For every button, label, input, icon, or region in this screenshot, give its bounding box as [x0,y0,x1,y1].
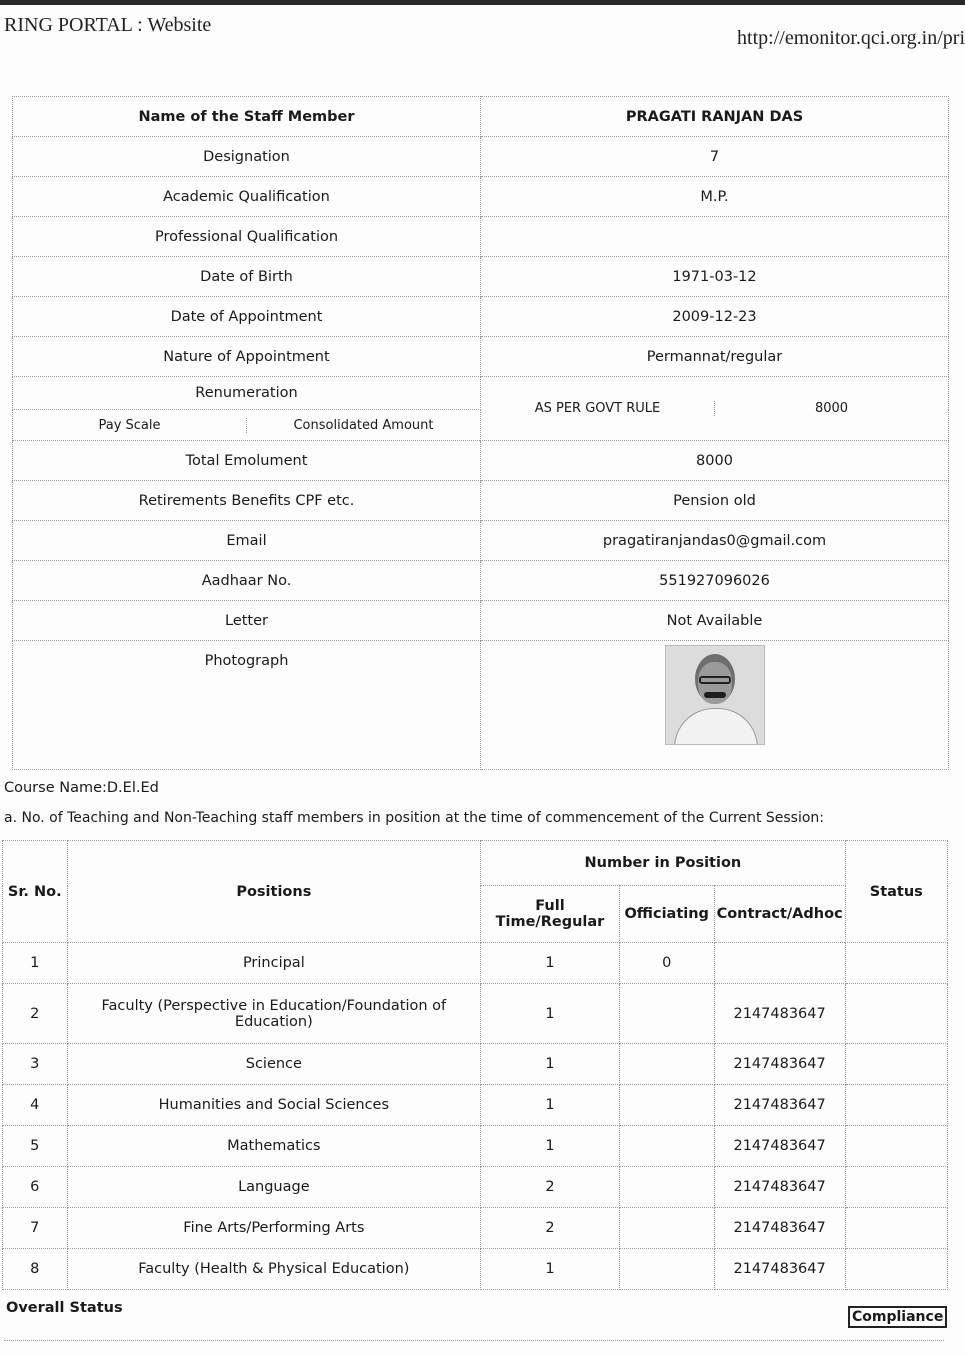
photograph-label: Photograph [13,641,481,770]
position-cell: Faculty (Health & Physical Education) [67,1249,481,1290]
sr-no-cell: 6 [3,1167,68,1208]
sr-no-cell: 5 [3,1126,68,1167]
table-row [3,1249,948,1290]
officiating-header: Officiating [619,886,714,943]
contract-cell: 2147483647 [714,1044,845,1085]
table-row [13,297,949,337]
renumeration-values-grid [481,401,948,416]
field-value: 8000 [481,441,949,481]
sr-no-cell: 8 [3,1249,68,1290]
status-cell [845,1126,947,1167]
table-row [3,1126,948,1167]
field-value: 7 [481,137,949,177]
table-row [3,1085,948,1126]
pay-scale-label: Pay Scale [13,418,247,433]
field-label: Email [13,521,481,561]
officiating-cell [619,1044,714,1085]
course-name: Course Name:D.El.Ed [4,780,159,796]
staff-name-value: PRAGATI RANJAN DAS [481,97,949,137]
field-value: Not Available [481,601,949,641]
field-value: Permannat/regular [481,337,949,377]
staff-name-label: Name of the Staff Member [13,97,481,137]
sr-no-header: Sr. No. [3,841,68,943]
field-label: Total Emolument [13,441,481,481]
position-cell: Fine Arts/Performing Arts [67,1208,481,1249]
field-value: 1971-03-12 [481,257,949,297]
field-label: Aadhaar No. [13,561,481,601]
header-row [3,841,948,886]
status-cell [845,984,947,1044]
officiating-cell [619,1085,714,1126]
status-cell [845,1044,947,1085]
status-cell [845,1167,947,1208]
pay-scale-value: AS PER GOVT RULE [481,401,715,416]
table-row [13,217,949,257]
table-row [13,337,949,377]
sr-no-cell: 2 [3,984,68,1044]
contract-cell: 2147483647 [714,1167,845,1208]
divider [4,1340,944,1341]
positions-header: Positions [67,841,481,943]
position-cell: Humanities and Social Sciences [67,1085,481,1126]
field-value [481,217,949,257]
contract-cell: 2147483647 [714,1126,845,1167]
table-row [3,1167,948,1208]
field-value: M.P. [481,177,949,217]
table-row [13,257,949,297]
full-time-cell: 1 [481,1126,620,1167]
field-label: Professional Qualification [13,217,481,257]
status-cell [845,1208,947,1249]
sr-no-cell: 7 [3,1208,68,1249]
table-row [13,177,949,217]
positions-table [2,840,948,1290]
staff-photo [665,645,765,745]
staff-details-table [12,96,949,770]
officiating-cell [619,984,714,1044]
table-row [13,561,949,601]
table-row [3,984,948,1044]
contract-cell: 2147483647 [714,1208,845,1249]
consolidated-amount-label: Consolidated Amount [293,417,434,433]
top-border [0,0,965,5]
compliance-badge: Compliance [848,1306,947,1328]
position-cell: Science [67,1044,481,1085]
full-time-header: Full Time/Regular [481,886,620,943]
field-label: Designation [13,137,481,177]
field-label: Nature of Appointment [13,337,481,377]
table-row [3,1044,948,1085]
position-cell: Faculty (Perspective in Education/Foundation of Education) [67,984,481,1044]
consolidated-amount-value: 8000 [814,401,849,416]
field-label: Letter [13,601,481,641]
full-time-cell: 1 [481,984,620,1044]
table-row [3,1208,948,1249]
field-value: Pension old [481,481,949,521]
contract-cell: 2147483647 [714,1249,845,1290]
position-cell: Principal [67,943,481,984]
officiating-cell [619,1249,714,1290]
renumeration-sub-labels [13,410,481,441]
table-row [13,521,949,561]
renumeration-sub-grid [13,418,480,433]
full-time-cell: 1 [481,1085,620,1126]
field-label: Date of Appointment [13,297,481,337]
contract-cell: 2147483647 [714,1085,845,1126]
photograph-cell [481,641,949,770]
table-row [13,97,949,137]
staff-position-description: a. No. of Teaching and Non-Teaching staff members in position at the time of commencement of the Current Session: [4,810,825,826]
overall-status-label: Overall Status [6,1300,123,1316]
officiating-cell [619,1167,714,1208]
field-value: 551927096026 [481,561,949,601]
contract-cell: 2147483647 [714,984,845,1044]
portal-title: RING PORTAL : Website [4,14,212,36]
field-label: Date of Birth [13,257,481,297]
contract-cell [714,943,845,984]
sr-no-cell: 4 [3,1085,68,1126]
contract-header: Contract/Adhoc [714,886,845,943]
number-in-position-header: Number in Position [481,841,845,886]
sr-no-cell: 3 [3,1044,68,1085]
status-cell [845,943,947,984]
officiating-cell: 0 [619,943,714,984]
table-row [13,641,949,770]
full-time-cell: 1 [481,1249,620,1290]
position-cell: Mathematics [67,1126,481,1167]
status-cell [845,1249,947,1290]
status-header: Status [845,841,947,943]
table-row [13,601,949,641]
officiating-cell [619,1126,714,1167]
portal-url: http://emonitor.qci.org.in/pri [737,27,965,49]
field-label: Retirements Benefits CPF etc. [13,481,481,521]
table-row [13,137,949,177]
full-time-cell: 2 [481,1167,620,1208]
full-time-cell: 1 [481,1044,620,1085]
table-row [13,481,949,521]
table-row [13,441,949,481]
renumeration-values [481,377,949,441]
field-value: pragatiranjandas0@gmail.com [481,521,949,561]
position-cell: Language [67,1167,481,1208]
table-row [13,377,949,410]
renumeration-label: Renumeration [13,377,481,410]
full-time-cell: 1 [481,943,620,984]
officiating-cell [619,1208,714,1249]
sr-no-cell: 1 [3,943,68,984]
field-value: 2009-12-23 [481,297,949,337]
full-time-cell: 2 [481,1208,620,1249]
status-cell [845,1085,947,1126]
table-row [3,943,948,984]
field-label: Academic Qualification [13,177,481,217]
